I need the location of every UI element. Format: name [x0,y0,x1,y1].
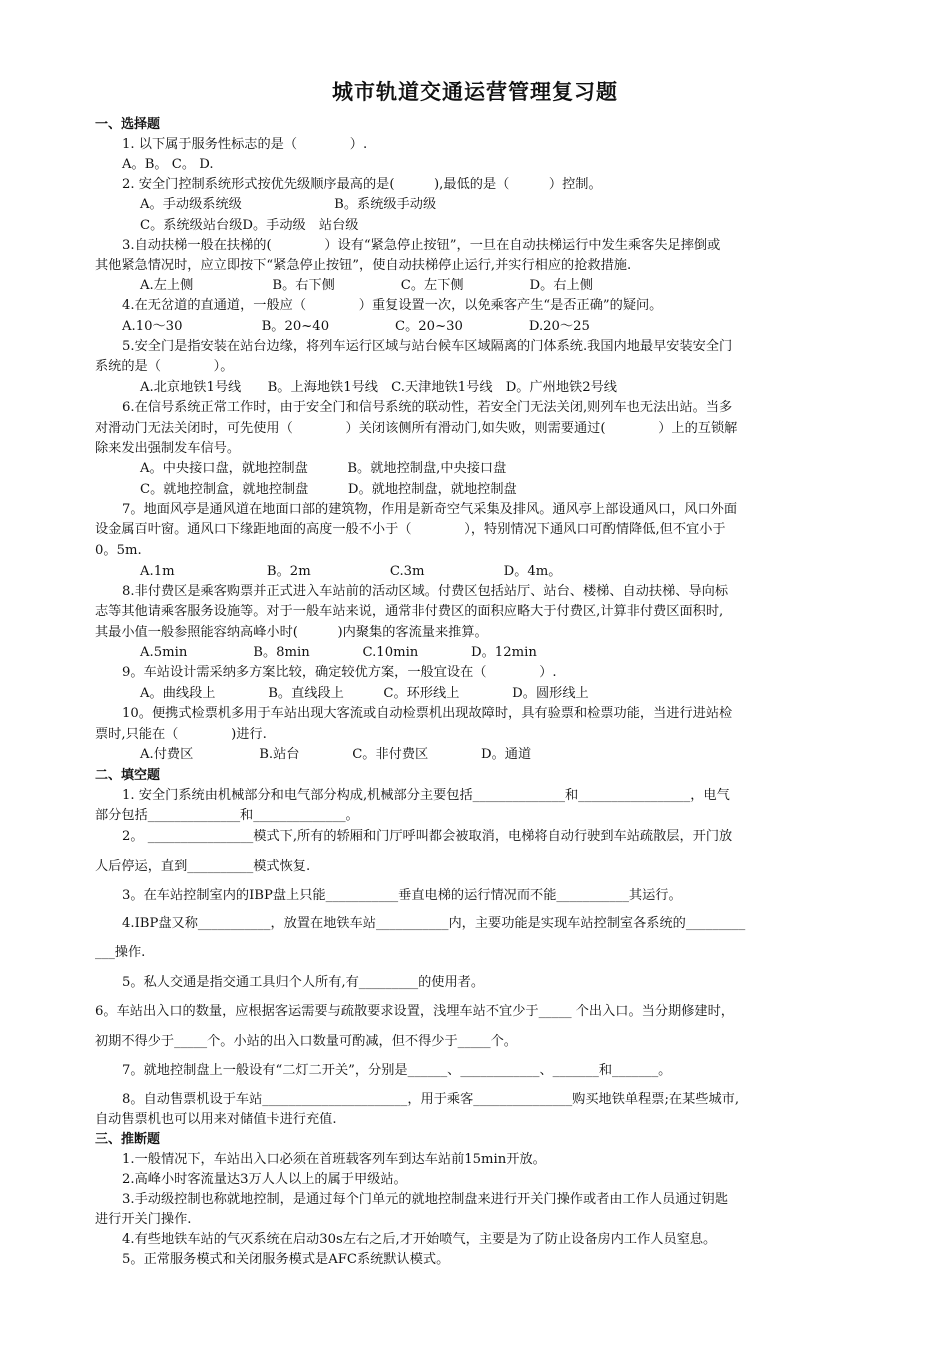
section1-line: A。B。 C。 D. [122,157,214,172]
page-title: 城市轨道交通运营管理复习题 [332,79,618,104]
section2-line: 3。在车站控制室内的IBP盘上只能___________垂直电梯的运行情况而不能___________其运行。 [122,888,682,903]
section1-line: 7。地面风亭是通风道在地面口部的建筑物，作用是新奇空气采集及排风。通风亭上部设通风口，风口外面 [122,502,738,517]
section2-line: 4.IBP盘又称___________，放置在地铁车站___________内，主要功能是实现车站控制室各系统的_________ [122,916,746,931]
section1-line: 6.在信号系统正常工作时，由于安全门和信号系统的联动性，若安全门无法关闭,则列车也无法出站。当多 [122,400,733,415]
section2-line: 部分包括______________和______________。 [95,808,359,823]
section1-line: 对滑动门无法关闭时，可先使用（ ）关闭该侧所有滑动门,如失败，则需要通过( ）上的互锁解 [95,421,738,436]
section1-heading: 一、选择题 [95,117,161,132]
section3-line: 1.一般情况下，车站出入口必须在首班载客列车到达车站前15min开放。 [122,1152,546,1167]
section3-heading: 三、推断题 [95,1132,161,1147]
section1-line: 其最小值一般参照能容纳高峰小时( )内聚集的客流量来推算。 [95,625,488,640]
section3-line: 4.有些地铁车站的气灭系统在启动30s左右之后,才开始喷气，主要是为了防止设备房内工作人员窒息。 [122,1232,717,1247]
section1-line: 8.非付费区是乘客购票并正式进入车站前的活动区域。付费区包括站厅、站台、楼梯、自动扶梯、导向标 [122,584,729,599]
section2-line: 1. 安全门系统由机械部分和电气部分构成,机械部分主要包括______________和_________________，电气 [122,788,730,803]
section1-line: 系统的是（ ）。 [95,359,234,374]
section2-line: ___操作. [95,945,146,960]
section3-line: 进行开关门操作. [95,1212,192,1227]
section1-line: A.1m B。2m C.3m D。4m。 [140,564,562,579]
section2-line: 人后停运，直到__________模式恢复. [95,859,311,874]
section2-line: 初期不得少于_____个。小站的出入口数量可酌减，但不得少于_____个。 [95,1034,517,1049]
section1-line: A.付费区 B.站台 C。非付费区 D。通道 [140,747,532,762]
section1-line: 2. 安全门控制系统形式按优先级顺序最高的是( ),最低的是（ ）控制。 [122,177,602,192]
section1-line: A.北京地铁1号线 B。上海地铁1号线 C.天津地铁1号线 D。广州地铁2号线 [140,380,617,395]
section1-line: A.5min B。8min C.10min D。12min [140,645,537,660]
section3-line: 2.高峰小时客流量达3万人人以上的属于甲级站。 [122,1172,407,1187]
section1-line: A。中央接口盘，就地控制盘 B。就地控制盘,中央接口盘 [140,461,507,476]
section2-line: 8。自动售票机设于车站______________________，用于乘客_______________购买地铁单程票;在某些城市, [122,1092,740,1107]
section1-line: 0。5m. [95,543,142,558]
section1-line: A。手动级系统级 B。系统级手动级 [140,197,437,212]
section2-line: 5。私人交通是指交通工具归个人所有,有_________的使用者。 [122,975,485,990]
section3-line: 5。正常服务模式和关闭服务模式是AFC系统默认模式。 [122,1252,450,1267]
section1-line: A.10～30 B。20~40 C。20~30 D.20～25 [122,319,590,334]
section2-line: 2。 ________________模式下,所有的轿厢和门厅呼叫都会被取消，电梯将自动行驶到车站疏散层，开门放 [122,829,733,844]
section3-line: 3.手动级控制也称就地控制，是通过每个门单元的就地控制盘来进行开关门操作或者由工作人员通过钥匙 [122,1192,729,1207]
section1-line: C。就地控制盒，就地控制盘 D。就地控制盘，就地控制盘 [140,482,517,497]
section1-line: 其他紧急情况时，应立即按下“紧急停止按钮”，使自动扶梯停止运行,并实行相应的抢救措施. [95,258,632,273]
section1-line: 10。便携式检票机多用于车站出现大客流或自动检票机出现故障时，具有验票和检票功能，当进行进站检 [122,706,733,721]
section2-heading: 二、填空题 [95,768,161,783]
section1-line: 设金属百叶窗。通风口下缘距地面的高度一般不小于（ ），特别情况下通风口可酌情降低,但不宜小于 [95,522,726,537]
section1-line: 3.自动扶梯一般在扶梯的( ）设有“紧急停止按钮”，一旦在自动扶梯运行中发生乘客失足摔倒或 [122,238,721,253]
section2-line: 6。车站出入口的数量，应根据客运需要与疏散要求设置，浅埋车站不宜少于_____ 个出入口。当分期修建时， [95,1004,734,1019]
section2-line: 自动售票机也可以用来对储值卡进行充值. [95,1112,337,1127]
section1-line: 1. 以下属于服务性标志的是（ ）. [122,137,368,152]
section1-line: 除来发出强制发车信号。 [95,441,241,456]
section1-line: 志等其他请乘客服务设施等。对于一般车站来说，通常非付费区的面积应略大于付费区,计算非付费区面积时, [95,604,724,619]
section1-line: A。曲线段上 B。直线段上 C。环形线上 D。圆形线上 [140,686,589,701]
section1-line: 票时,只能在（ )进行. [95,727,267,742]
section2-line: 7。就地控制盘上一般设有“二灯二开关”，分别是______、____________、_______和_______。 [122,1063,672,1078]
section1-line: A.左上侧 B。右下侧 C。左下侧 D。右上侧 [140,278,593,293]
section1-line: 9。车站设计需采纳多方案比较，确定较优方案，一般宜设在（ ）. [122,665,557,680]
section1-line: C。系统级站台级D。手动级 站台级 [140,218,359,233]
section1-line: 4.在无岔道的直通道，一般应（ ）重复设置一次，以免乘客产生“是否正确”的疑问。 [122,298,663,313]
section1-line: 5.安全门是指安装在站台边缘，将列车运行区域与站台候车区域隔离的门体系统.我国内地最早安装安全门 [122,339,733,354]
